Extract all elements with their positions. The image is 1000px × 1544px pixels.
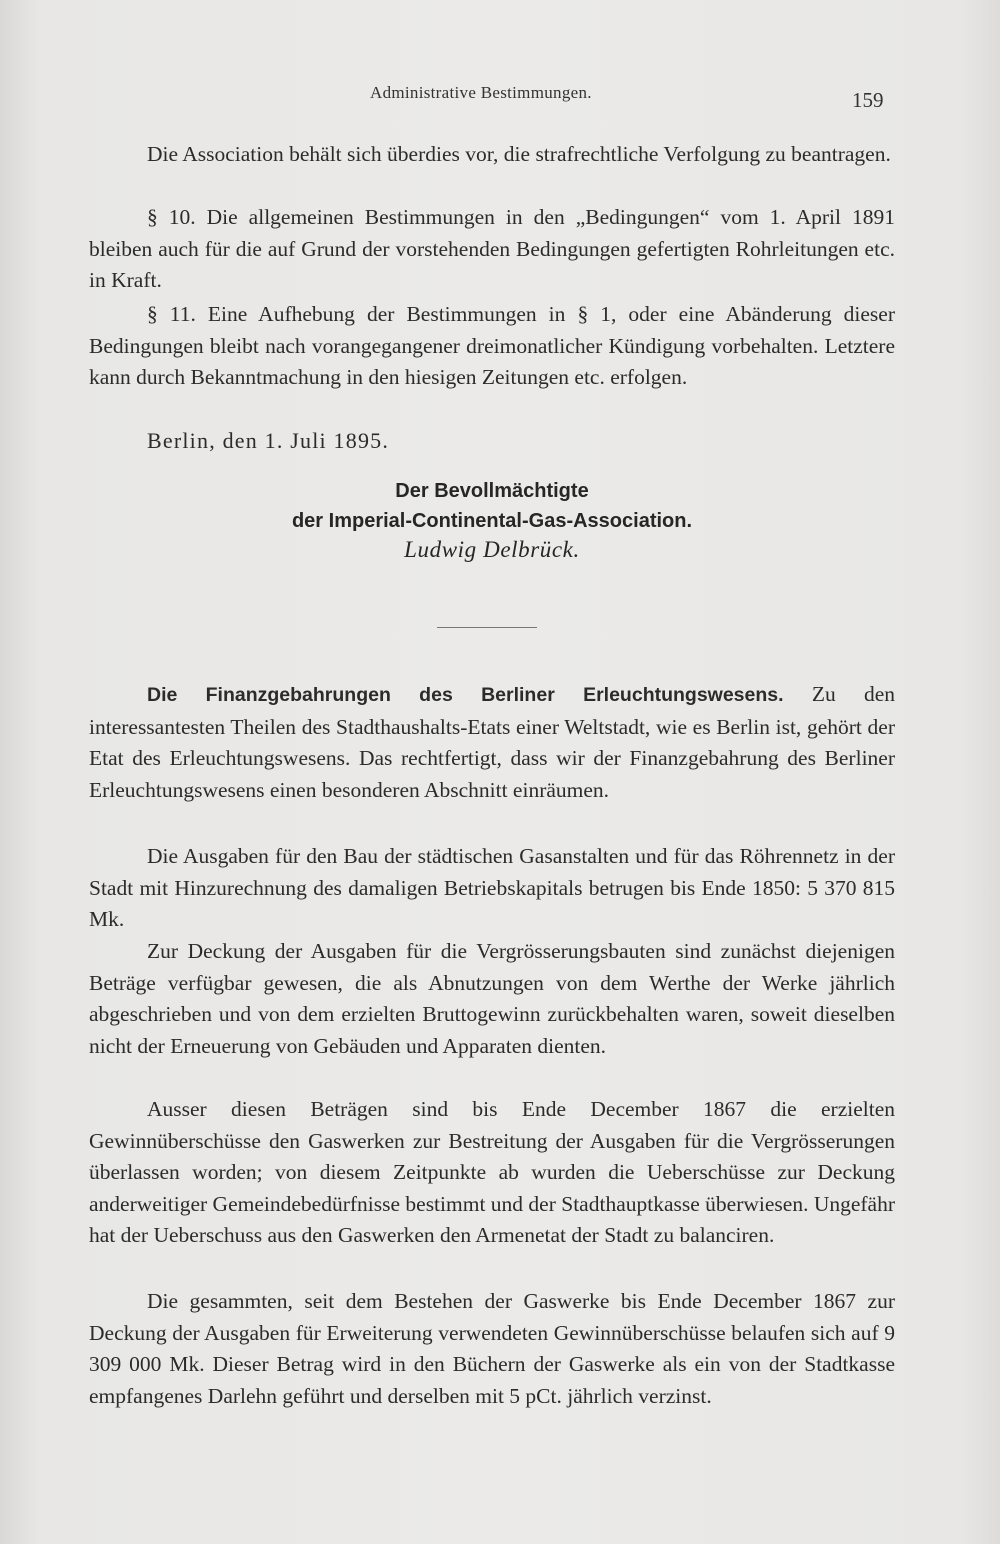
paragraph-text: § 11. Eine Aufhebung der Bestimmungen in § 1, oder eine Abänderung dieser Bedingungen bleibt nach vorangegangener dreimonatlicher Kündigung vorbehalten. Letztere kann durch Bekanntmachung in den hiesigen Zeitungen etc. erfolgen. [89,302,895,390]
signer-organization: der Imperial-Continental-Gas-Association. [291,510,693,532]
running-header: Administrative Bestimmungen. [370,83,592,102]
paragraph-section-10 [89,202,895,297]
paragraph-coverage [89,936,895,1062]
paragraph-section-intro [89,679,895,806]
paragraph-text: § 10. Die allgemeinen Bestimmungen in den „Bedingungen“ vom 1. April 1891 bleiben auch für die auf Grund der vorstehenden Bedingungen gefertigten Rohrleitungen etc. in Kraft. [89,205,895,293]
paragraph-surplus [89,1094,895,1252]
paragraph-text [89,679,895,806]
page-number: 159 [852,88,884,112]
signer-title: Der Bevollmächtigte [395,480,589,502]
paragraph-expenses [89,841,895,936]
paragraph-text: Die Ausgaben für den Bau der städtischen Gasanstalten und für das Röhrennetz in der Stadt mit Hinzurechnung des damaligen Betriebskapitals betrugen bis Ende 1850: 5 370 815 Mk. [89,844,895,932]
paragraph-prosecution [89,139,895,171]
section-divider [437,627,537,628]
paragraph-total [89,1286,895,1412]
paragraph-text: Die gesammten, seit dem Bestehen der Gaswerke bis Ende December 1867 zur Deckung der Ausgaben für Erweiterung verwendeten Gewinnüberschüsse belaufen sich auf 9 309 000 Mk. Dieser Betrag wird in den Büchern der Gaswerke als ein von der Stadtkasse empfangenes Darlehn geführt und derselben mit 5 pCt. jährlich verzinst. [89,1289,895,1408]
signer-name: Ludwig Delbrück. [404,537,580,562]
section-intro-text: Zu den interessantesten Theilen des Stadthaushalts-Etats einer Weltstadt, wie es Berlin ist, gehört der Etat des Erleuchtungswesens. Das rechtfertigt, dass wir der Finanzgebahrung des Berliner Erleuchtungswesens einen besonderen Abschnitt einräumen. [89,682,895,802]
paragraph-text: Zur Deckung der Ausgaben für die Vergrösserungsbauten sind zunächst diejenigen Beträge verfügbar gewesen, die als Abnutzungen von dem Werthe der Werke jährlich abgeschrieben und von dem erzielten Bruttogewinn zurückbehalten waren, soweit dieselben nicht der Erneuerung von Gebäuden und Apparaten dienten. [89,939,895,1058]
dateline: Berlin, den 1. Juli 1895. [147,428,390,453]
section-heading: Die Finanzgebahrungen des Berliner Erleuchtungswesens. [147,684,784,706]
paragraph-text: Ausser diesen Beträgen sind bis Ende December 1867 die erzielten Gewinnüberschüsse den Gaswerken zur Bestreitung der Ausgaben für die Vergrösserungen überlassen worden; von diesem Zeitpunkte ab wurden die Ueberschüsse zur Deckung anderweitiger Gemeindebedürfnisse bestimmt und der Stadthauptkasse überwiesen. Ungefähr hat der Ueberschuss aus den Gaswerken den Armenetat der Stadt zu balanciren. [89,1097,895,1248]
paragraph-section-11 [89,299,895,394]
paragraph-text: Die Association behält sich überdies vor, die strafrechtliche Verfolgung zu beantragen. [147,142,891,166]
